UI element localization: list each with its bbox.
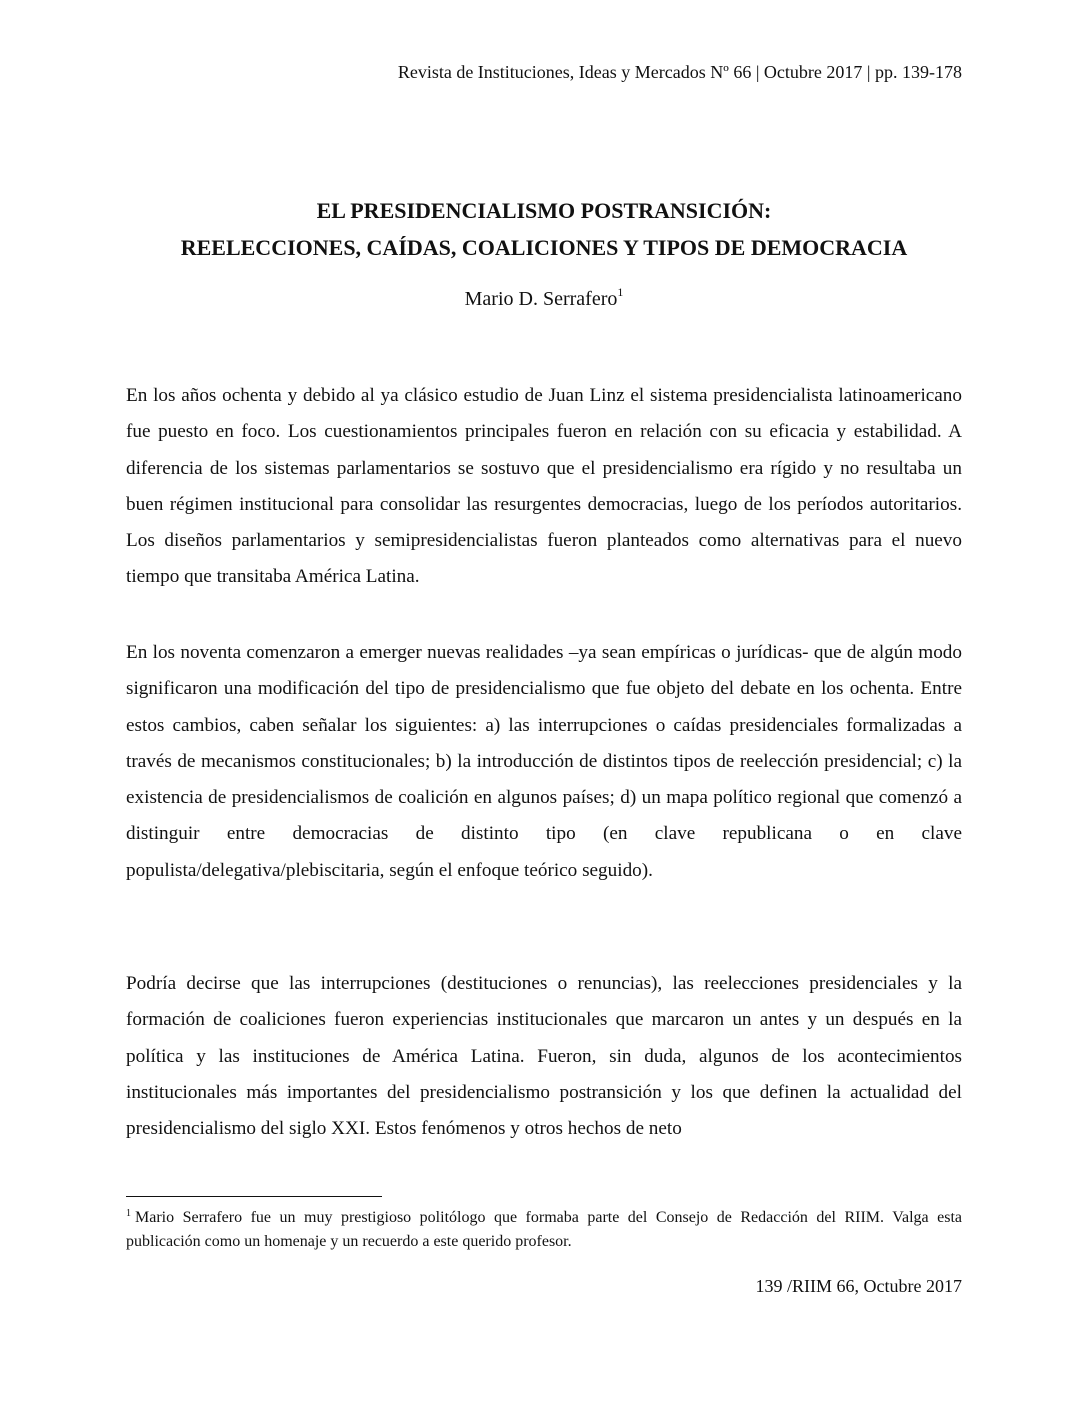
footnote-1-mark: 1 [126,1208,131,1219]
footnote-separator [126,1196,382,1197]
body-paragraph-2: En los noventa comenzaron a emerger nuevas realidades –ya sean empíricas o jurídicas- que de algún modo significaron una modificación del tipo de presidencialismo que fue objeto del debate en los ochenta. Entre estos cambios, caben señalar los siguientes: a) las interrupciones o caídas presidenciales formalizadas a través de mecanismos constitucionales; b) la introducción de distintos tipos de reelección presidencial; c) la existencia de presidencialismos de coalición en algunos países; d) un mapa político regional que comenzó a distinguir entre democracias de distinto tipo (en clave republicana o en clave populista/delegativa/plebiscitaria, según el enfoque teórico seguido). [126,642,962,881]
footnote-1 [126,1206,962,1254]
footnote-1-text: Mario Serrafero fue un muy prestigioso politólogo que formaba parte del Consejo de Redacción del RIIM. Valga esta publicación como un homenaje y un recuerdo a este querido profesor. [126,1209,962,1250]
title-line-1: EL PRESIDENCIALISMO POSTRANSICIÓN: [316,198,772,223]
running-header: Revista de Instituciones, Ideas y Mercados Nº 66 | Octubre 2017 | pp. 139-178 [397,62,962,82]
article-title [100,192,988,266]
body-paragraph-3: Podría decirse que las interrupciones (destituciones o renuncias), las reelecciones presidenciales y la formación de coaliciones fueron experiencias institucionales que marcaron un antes y un después en la política y las instituciones de América Latina. Fueron, sin duda, algunos de los acontecimientos institucionales más importantes del presidencialismo postransición y los que definen la actualidad del presidencialismo del siglo XXI. Estos fenómenos y otros hechos de neto [126,973,962,1140]
body-paragraph-1: En los años ochenta y debido al ya clásico estudio de Juan Linz el sistema presidencialista latinoamericano fue puesto en foco. Los cuestionamientos principales fueron en relación con su eficacia y estabilidad. A diferencia de los sistemas parlamentarios se sostuvo que el presidencialismo era rígido y no resultaba un buen régimen institucional para consolidar las resurgentes democracias, luego de los períodos autoritarios. Los diseños parlamentarios y semipresidencialistas fueron planteados como alternativas para el nuevo tiempo que transitaba América Latina. [126,385,962,588]
title-line-2: REELECCIONES, CAÍDAS, COALICIONES Y TIPOS DE DEMOCRACIA [180,235,908,260]
author-line [100,284,988,314]
running-footer: 139 /RIIM 66, Octubre 2017 [755,1276,962,1296]
author-name: Mario D. Serrafero [464,288,618,310]
author-footnote-mark: 1 [617,285,624,299]
